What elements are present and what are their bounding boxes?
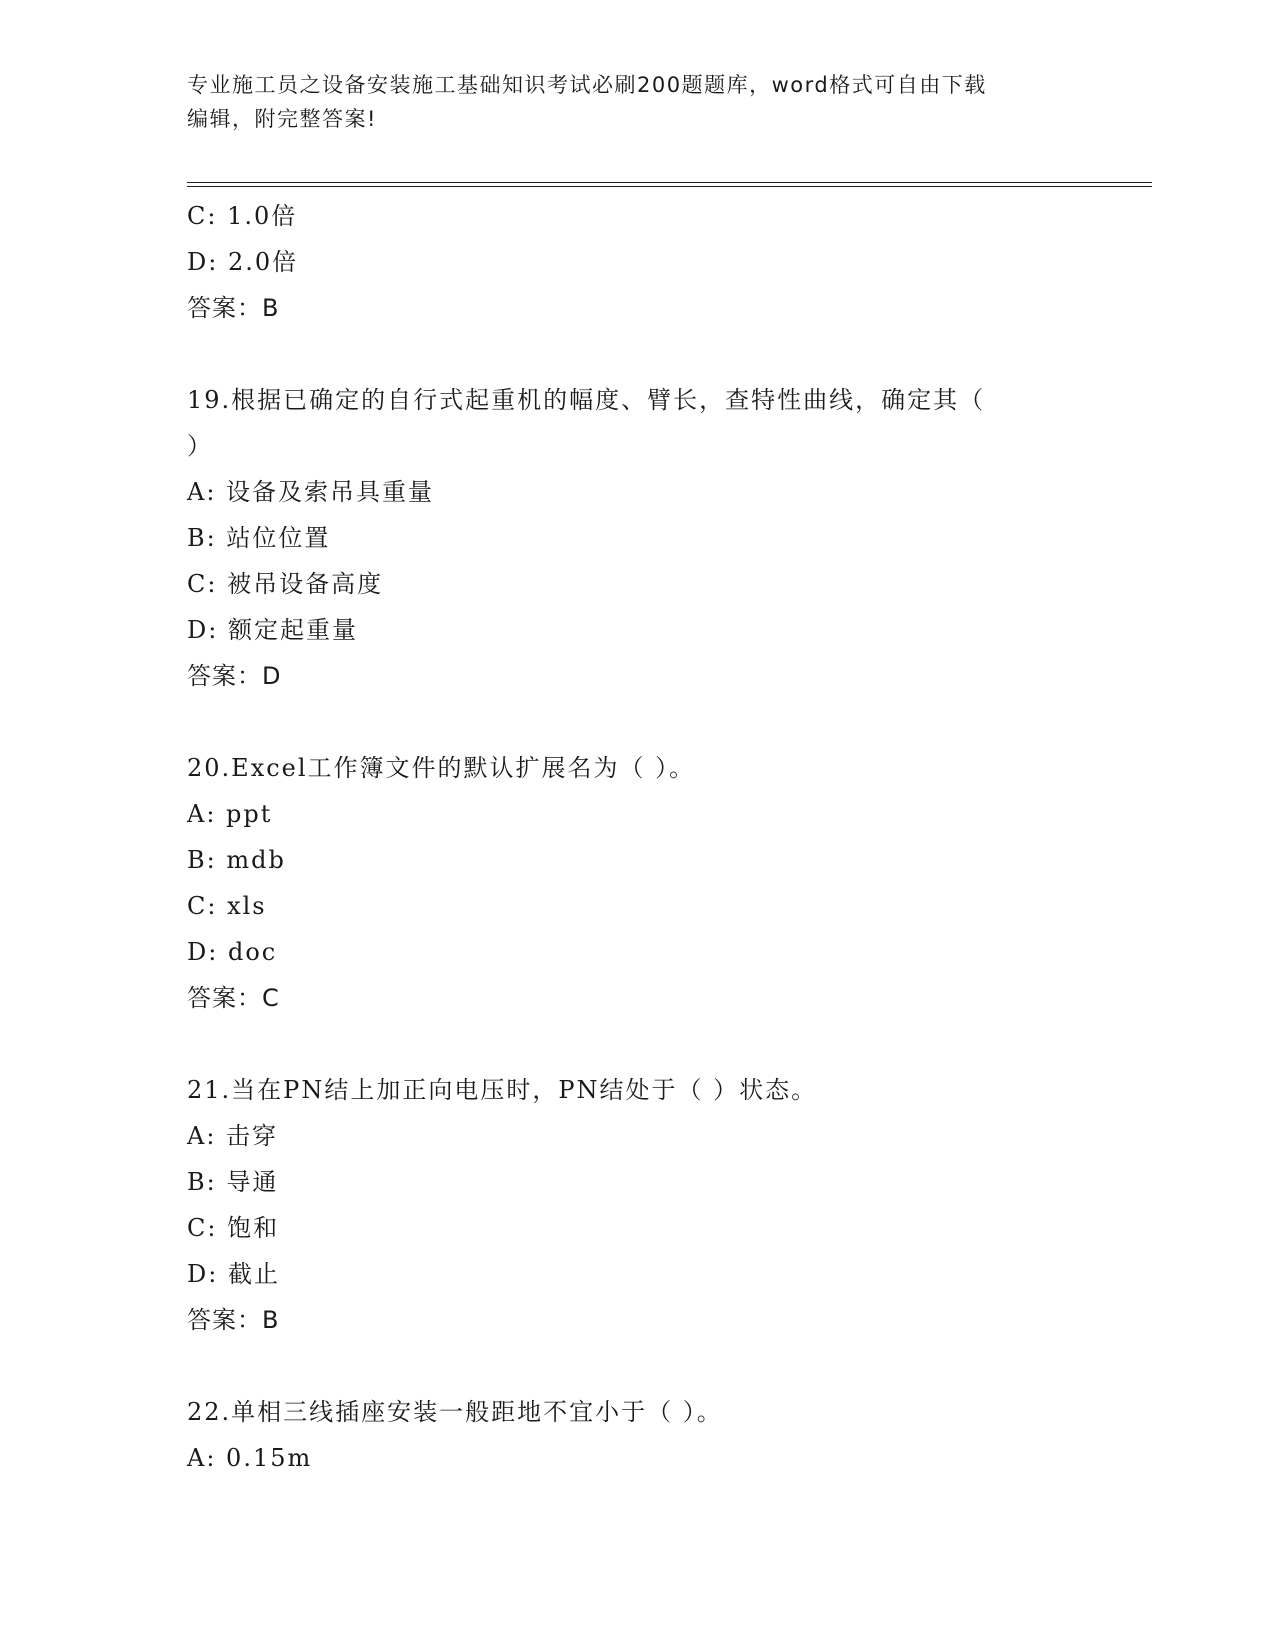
answer-line: 答案：D [187, 662, 282, 690]
option-c: C: xls [187, 892, 267, 920]
question-stem-continuation: ） [187, 432, 213, 460]
option-d: D: 截止 [187, 1260, 280, 1288]
answer-line: 答案：C [187, 984, 280, 1012]
answer-line: 答案：B [187, 294, 280, 322]
question-18-carryover [187, 193, 1152, 331]
document-page [187, 68, 1152, 1481]
spacer [187, 1021, 1152, 1067]
option-c: C: 1.0倍 [187, 202, 298, 230]
spacer [187, 1343, 1152, 1389]
question-stem: 22.单相三线插座安装一般距地不宜小于（ ）。 [187, 1398, 723, 1426]
option-a: A: 0.15m [187, 1444, 313, 1472]
option-b: B: 导通 [187, 1168, 279, 1196]
spacer [187, 699, 1152, 745]
option-c: C: 被吊设备高度 [187, 570, 384, 598]
spacer [187, 331, 1152, 377]
question-22 [187, 1389, 1152, 1481]
header-title-line-2: 编辑，附完整答案! [187, 107, 377, 131]
question-19 [187, 377, 1152, 699]
question-stem: 21.当在PN结上加正向电压时，PN结处于（ ）状态。 [187, 1076, 818, 1104]
option-b: B: 站位位置 [187, 524, 331, 552]
question-stem: 20.Excel工作簿文件的默认扩展名为（ ）。 [187, 754, 696, 782]
header-divider [187, 182, 1152, 187]
question-stem: 19.根据已确定的自行式起重机的幅度、臂长，查特性曲线，确定其（ [187, 386, 986, 414]
option-a: A: ppt [187, 800, 273, 828]
question-20 [187, 745, 1152, 1021]
option-a: A: 击穿 [187, 1122, 279, 1150]
option-d: D: 额定起重量 [187, 616, 358, 644]
option-d: D: doc [187, 938, 278, 966]
option-b: B: mdb [187, 846, 286, 874]
answer-line: 答案：B [187, 1306, 280, 1334]
option-d: D: 2.0倍 [187, 248, 299, 276]
document-header [187, 68, 1152, 136]
header-title-line-1: 专业施工员之设备安装施工基础知识考试必刷200题题库，word格式可自由下载 [187, 73, 987, 97]
question-21 [187, 1067, 1152, 1343]
option-c: C: 饱和 [187, 1214, 280, 1242]
option-a: A: 设备及索吊具重量 [187, 478, 435, 506]
